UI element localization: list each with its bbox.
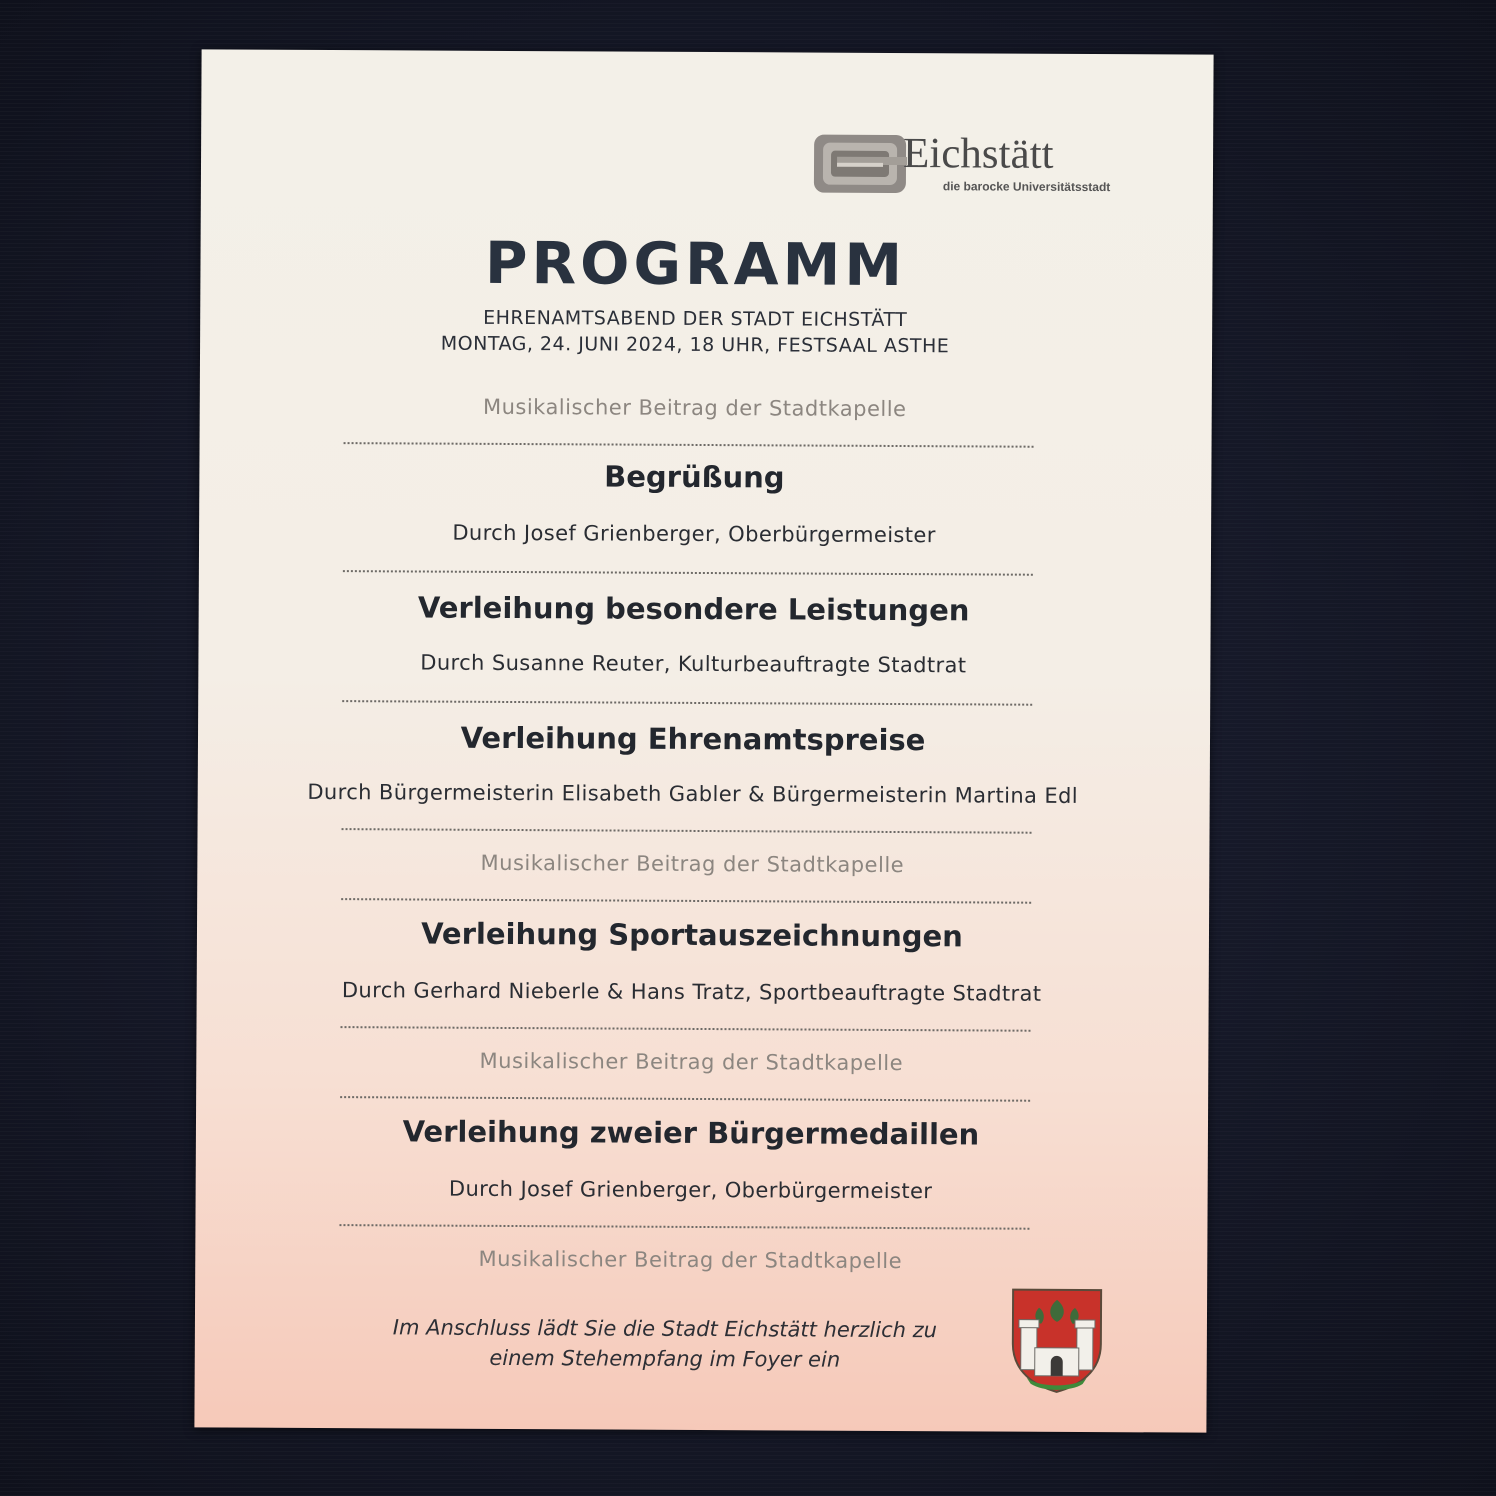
item-presenter-special-achievements: Durch Susanne Reuter, Kulturbeauftragte Stadtrat [420, 650, 967, 678]
music-item-2: Musikalischer Beitrag der Stadtkapelle [480, 850, 905, 878]
item-heading-citizen-medals: Verleihung zweier Bürgermedaillen [402, 1114, 980, 1152]
item-presenter-citizen-medals: Durch Josef Grienberger, Oberbürgermeister [448, 1176, 933, 1204]
eichstaett-logo [811, 127, 1121, 199]
music-item-1: Musikalischer Beitrag der Stadtkapelle [482, 394, 907, 422]
item-heading-welcome: Begrüßung [604, 459, 785, 495]
program-sheet [194, 49, 1213, 1432]
item-heading-special-achievements: Verleihung besondere Leistungen [417, 590, 970, 628]
item-heading-sports-awards: Verleihung Sportauszeichnungen [421, 916, 963, 954]
event-date-venue: MONTAG, 24. JUNI 2024, 18 UHR, FESTSAAL ASTHE [440, 332, 950, 358]
program-title: PROGRAMM [484, 228, 907, 300]
item-heading-volunteer-awards: Verleihung Ehrenamtspreise [460, 720, 926, 758]
dotted-divider [341, 898, 1031, 904]
closing-line-2: einem Stehempfang im Foyer ein [489, 1345, 841, 1372]
dotted-divider [343, 570, 1033, 576]
closing-note [355, 1312, 975, 1375]
item-presenter-welcome: Durch Josef Grienberger, Oberbürgermeister [452, 520, 936, 548]
dotted-divider [342, 828, 1032, 834]
music-item-3: Musikalischer Beitrag der Stadtkapelle [479, 1048, 904, 1076]
logo-tagline: die barocke Universitätsstadt [942, 179, 1111, 195]
dotted-divider [342, 700, 1032, 706]
item-presenter-volunteer-awards: Durch Bürgermeisterin Elisabeth Gabler & Bürgermeisterin Martina Edl [307, 779, 1079, 808]
item-presenter-sports-awards: Durch Gerhard Nieberle & Hans Tratz, Sportbeauftragte Stadtrat [341, 978, 1042, 1006]
logo-name: Eichstätt [902, 130, 1054, 178]
music-item-4: Musikalischer Beitrag der Stadtkapelle [478, 1246, 903, 1274]
dotted-divider [340, 1096, 1030, 1102]
dotted-divider [339, 1224, 1029, 1230]
dotted-divider [340, 1026, 1030, 1032]
event-name: EHRENAMTSABEND DER STADT EICHSTÄTT [483, 306, 908, 332]
dotted-divider [344, 442, 1034, 448]
closing-line-1: Im Anschluss lädt Sie die Stadt Eichstätt herzlich zu [392, 1315, 938, 1343]
city-coat-of-arms-icon [1009, 1286, 1106, 1395]
